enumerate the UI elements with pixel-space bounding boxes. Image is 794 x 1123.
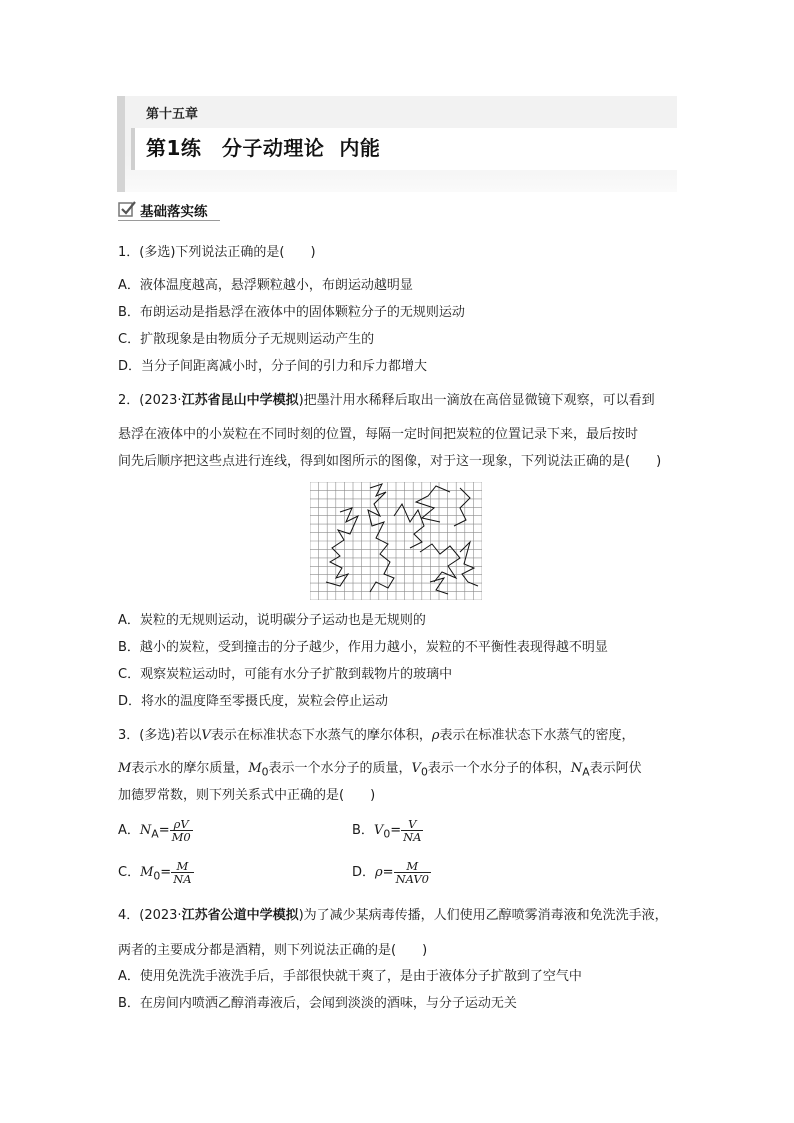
q2-option-a: A．炭粒的无规则运动，说明碳分子运动也是无规则的 [118, 613, 426, 628]
title-accent-bar [131, 128, 135, 170]
q3-option-b: B．$V_0=$ $\frac{V}{NA}$ [352, 817, 422, 844]
brownian-motion-figure [310, 482, 482, 600]
q1-option-c: C．扩散现象是由物质分子无规则运动产生的 [118, 332, 375, 347]
q2-stem-line2: 悬浮在液体中的小炭粒在不同时刻的位置，每隔一定时间把炭粒的位置记录下来，最后按时 [118, 427, 639, 442]
q3-stem-line1: 3．(多选)若以V表示在标准状态下水蒸气的摩尔体积，ρ表示在标准状态下水蒸气的密度， [118, 728, 635, 743]
q2-option-c: C．观察炭粒运动时，可能有水分子扩散到载物片的玻璃中 [118, 667, 453, 682]
section-underline [118, 220, 220, 221]
q3-stem-line2: M表示水的摩尔质量，$M_0$表示一个水分子的质量，$V_0$表示一个水分子的体积，$N_A$表示阿伏 [118, 761, 642, 779]
q3-option-b-fraction: $\frac{V}{NA}$ [403, 817, 422, 844]
chapter-label: 第十五章 [146, 107, 199, 122]
q4-option-b: B．在房间内喷洒乙醇消毒液后，会闻到淡淡的酒味，与分子运动无关 [118, 996, 517, 1011]
section-title: 基础落实练 [140, 204, 208, 220]
q4-source: 江苏省公道中学模拟 [181, 908, 299, 923]
q3-option-c: C．$M_0=$ $\frac{M}{NA}$ [118, 859, 192, 886]
q1-option-b: B．布朗运动是指悬浮在液体中的固体颗粒分子的无规则运动 [118, 305, 465, 320]
q3-option-a-fraction: $\frac{\rho V}{M0}$ [171, 817, 191, 844]
q4-option-a: A．使用免洗洗手液洗手后，手部很快就干爽了，是由于液体分子扩散到了空气中 [118, 969, 582, 984]
q1-option-d: D．当分子间距离减小时，分子间的引力和斥力都增大 [118, 359, 428, 374]
q3-option-c-fraction: $\frac{M}{NA}$ [173, 859, 192, 886]
q3-option-a: A．$N_A=$ $\frac{\rho V}{M0}$ [118, 817, 191, 844]
q3-stem-line3: 加德罗常数，则下列关系式中正确的是( ) [118, 788, 376, 803]
q2-stem-line1: 2．(2023·江苏省昆山中学模拟)把墨汁用水稀释后取出一滴放在高倍显微镜下观察，可以看到 [118, 393, 655, 408]
q2-source: 江苏省昆山中学模拟 [181, 393, 299, 408]
q3-option-d-fraction: $\frac{M}{\text{NAV0}}$ [395, 859, 429, 886]
page-title: 第1练 分子动理论 内能 [146, 136, 381, 160]
q4-stem-line1: 4．(2023·江苏省公道中学模拟)为了减少某病毒传播，人们使用乙醇喷雾消毒液和免洗洗手液， [118, 908, 668, 923]
checkbox-icon [118, 200, 136, 218]
q1-option-a: A．液体温度越高，悬浮颗粒越小，布朗运动越明显 [118, 278, 413, 293]
q3-option-d: D．ρ= $\frac{M}{\text{NAV0}}$ [352, 859, 429, 886]
q4-stem-line2: 两者的主要成分都是酒精，则下列说法正确的是( ) [118, 943, 428, 958]
q2-stem-line3: 间先后顺序把这些点进行连线，得到如图所示的图像，对于这一现象，下列说法正确的是( ) [118, 454, 662, 469]
q2-option-d: D．将水的温度降至零摄氏度，炭粒会停止运动 [118, 694, 389, 709]
q1-stem: 1．(多选)下列说法正确的是( ) [118, 245, 316, 260]
header-accent-bar [117, 96, 125, 192]
q2-option-b: B．越小的炭粒，受到撞击的分子越少，作用力越小，炭粒的不平衡性表现得越不明显 [118, 640, 608, 655]
